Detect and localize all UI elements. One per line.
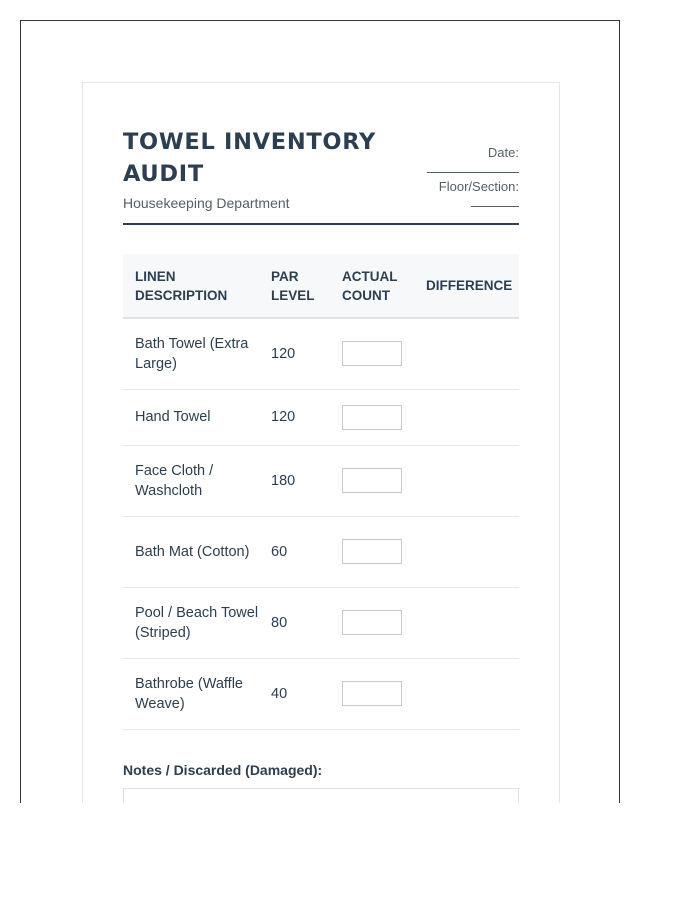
difference bbox=[414, 445, 519, 516]
difference bbox=[414, 658, 519, 729]
actual-count-input[interactable] bbox=[342, 610, 402, 635]
floor-section-field[interactable] bbox=[427, 179, 519, 213]
column-header-linen-description: LINEN DESCRIPTION bbox=[135, 268, 228, 303]
header-row bbox=[123, 254, 519, 318]
inventory-table bbox=[123, 254, 519, 730]
actual-count-input[interactable] bbox=[342, 539, 402, 564]
par-level: 40 bbox=[259, 658, 330, 729]
linen-description: Face Cloth / Washcloth bbox=[123, 445, 259, 516]
actual-count-input[interactable] bbox=[342, 468, 402, 493]
linen-description: Hand Towel bbox=[123, 389, 259, 445]
difference bbox=[414, 516, 519, 587]
table-row bbox=[123, 389, 519, 445]
par-level: 120 bbox=[259, 318, 330, 389]
difference bbox=[414, 318, 519, 389]
difference bbox=[414, 587, 519, 658]
table-row bbox=[123, 318, 519, 389]
header-meta bbox=[427, 145, 519, 213]
audit-sheet bbox=[82, 82, 560, 803]
par-level: 80 bbox=[259, 587, 330, 658]
table-body bbox=[123, 318, 519, 729]
actual-count-cell bbox=[330, 318, 414, 389]
date-blank-line[interactable] bbox=[427, 172, 519, 173]
actual-count-cell bbox=[330, 516, 414, 587]
actual-count-cell bbox=[330, 658, 414, 729]
linen-description: Bath Mat (Cotton) bbox=[123, 516, 259, 587]
table-row bbox=[123, 516, 519, 587]
linen-description: Bath Towel (Extra Large) bbox=[123, 318, 259, 389]
table-row bbox=[123, 658, 519, 729]
date-field[interactable] bbox=[427, 145, 519, 179]
column-header-difference: DIFFERENCE bbox=[426, 278, 513, 293]
actual-count-cell bbox=[330, 445, 414, 516]
notes-label: Notes / Discarded (Damaged): bbox=[123, 762, 323, 778]
page-title: TOWEL INVENTORY AUDIT bbox=[123, 129, 377, 187]
form-header bbox=[123, 123, 519, 225]
date-label: Date: bbox=[487, 145, 519, 160]
actual-count-input[interactable] bbox=[342, 341, 402, 366]
actual-count-cell bbox=[330, 587, 414, 658]
actual-count-cell bbox=[330, 389, 414, 445]
table-row bbox=[123, 445, 519, 516]
floor-section-label: Floor/Section: bbox=[438, 179, 519, 194]
actual-count-input[interactable] bbox=[342, 405, 402, 430]
actual-count-input[interactable] bbox=[342, 681, 402, 706]
table-row bbox=[123, 587, 519, 658]
difference bbox=[414, 389, 519, 445]
linen-description: Pool / Beach Towel (Striped) bbox=[123, 587, 259, 658]
floor-section-blank-line[interactable] bbox=[471, 206, 519, 207]
document-frame bbox=[20, 20, 620, 803]
linen-description: Bathrobe (Waffle Weave) bbox=[123, 658, 259, 729]
sheet-content bbox=[123, 123, 519, 778]
column-header-par-level: PAR LEVEL bbox=[271, 268, 315, 303]
notes-textarea[interactable] bbox=[123, 788, 519, 803]
par-level: 180 bbox=[259, 445, 330, 516]
department-subtitle: Housekeeping Department bbox=[123, 195, 290, 211]
par-level: 60 bbox=[259, 516, 330, 587]
table-header bbox=[123, 254, 519, 318]
par-level: 120 bbox=[259, 389, 330, 445]
column-header-actual-count: ACTUAL COUNT bbox=[342, 268, 398, 303]
